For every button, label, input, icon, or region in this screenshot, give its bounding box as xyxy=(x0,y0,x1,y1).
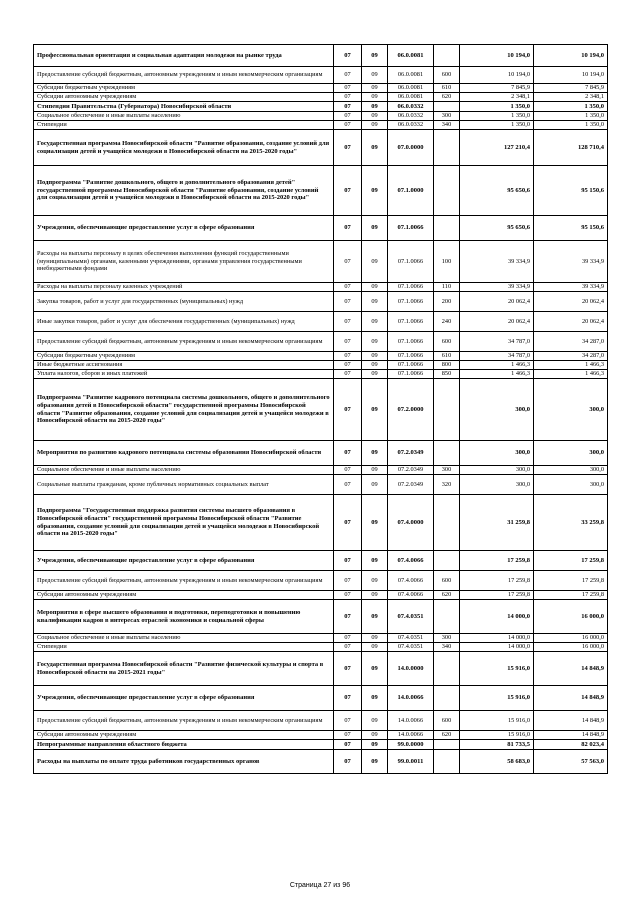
target-code-cell: 07.1.0066 xyxy=(388,370,434,379)
expense-type-cell xyxy=(434,379,460,441)
section-cell: 07 xyxy=(334,332,362,352)
subsection-cell: 09 xyxy=(362,130,388,166)
amount-year1-cell: 34 787,0 xyxy=(460,332,534,352)
subsection-cell: 09 xyxy=(362,370,388,379)
row-name-cell: Предоставление субсидий бюджетным, автономным учреждениям и иным некоммерческим организациям xyxy=(34,711,334,731)
table-row xyxy=(34,370,608,379)
row-name-cell: Учреждения, обеспечивающие предоставление услуг в сфере образования xyxy=(34,551,334,571)
subsection-cell: 09 xyxy=(362,634,388,643)
row-name-cell: Подпрограмма "Развитие дошкольного, общего и дополнительного образования детей" государственной программы Новосибирской области "Развитие образования, создание условий для социализации детей и учащейся молодежи в Новосибирской области на 2015-2020 годы" xyxy=(34,166,334,216)
section-cell: 07 xyxy=(334,370,362,379)
amount-year2-cell: 1 466,3 xyxy=(534,361,608,370)
amount-year1-cell: 1 350,0 xyxy=(460,112,534,121)
subsection-cell: 09 xyxy=(362,283,388,292)
target-code-cell: 07.4.0066 xyxy=(388,591,434,600)
expense-type-cell: 800 xyxy=(434,361,460,370)
subsection-cell: 09 xyxy=(362,379,388,441)
target-code-cell: 07.0.0000 xyxy=(388,130,434,166)
amount-year2-cell: 300,0 xyxy=(534,475,608,495)
amount-year2-cell: 17 259,8 xyxy=(534,551,608,571)
amount-year2-cell: 300,0 xyxy=(534,466,608,475)
amount-year2-cell: 34 287,0 xyxy=(534,332,608,352)
amount-year2-cell: 39 334,9 xyxy=(534,283,608,292)
amount-year2-cell: 16 000,0 xyxy=(534,643,608,652)
amount-year1-cell: 58 683,0 xyxy=(460,750,534,774)
subsection-cell: 09 xyxy=(362,740,388,750)
subsection-cell: 09 xyxy=(362,84,388,93)
expense-type-cell: 850 xyxy=(434,370,460,379)
target-code-cell: 06.0.0081 xyxy=(388,45,434,67)
target-code-cell: 99.0.0011 xyxy=(388,750,434,774)
section-cell: 07 xyxy=(334,312,362,332)
table-row xyxy=(34,361,608,370)
subsection-cell: 09 xyxy=(362,312,388,332)
expense-type-cell xyxy=(434,750,460,774)
amount-year2-cell: 14 848,9 xyxy=(534,731,608,740)
amount-year1-cell: 17 259,8 xyxy=(460,591,534,600)
table-row xyxy=(34,216,608,241)
row-name-cell: Субсидии автономным учреждениям xyxy=(34,731,334,740)
expense-type-cell: 240 xyxy=(434,312,460,332)
table-row xyxy=(34,312,608,332)
amount-year1-cell: 15 916,0 xyxy=(460,686,534,711)
amount-year2-cell: 57 563,0 xyxy=(534,750,608,774)
section-cell: 07 xyxy=(334,93,362,102)
table-row xyxy=(34,475,608,495)
table-row xyxy=(34,130,608,166)
subsection-cell: 09 xyxy=(362,67,388,84)
subsection-cell: 09 xyxy=(362,361,388,370)
subsection-cell: 09 xyxy=(362,216,388,241)
section-cell: 07 xyxy=(334,571,362,591)
table-row xyxy=(34,292,608,312)
amount-year2-cell: 34 287,0 xyxy=(534,352,608,361)
amount-year2-cell: 20 062,4 xyxy=(534,312,608,332)
row-name-cell: Стипендии xyxy=(34,121,334,130)
section-cell: 07 xyxy=(334,441,362,466)
table-row xyxy=(34,750,608,774)
amount-year1-cell: 300,0 xyxy=(460,379,534,441)
amount-year2-cell: 10 194,0 xyxy=(534,67,608,84)
section-cell: 07 xyxy=(334,495,362,551)
expense-type-cell xyxy=(434,45,460,67)
row-name-cell: Государственная программа Новосибирской области "Развитие физической культуры и спорта в Новосибирской области на 2015-2021 годы" xyxy=(34,652,334,686)
table-row xyxy=(34,241,608,283)
table-row xyxy=(34,112,608,121)
table-row xyxy=(34,332,608,352)
amount-year1-cell: 15 916,0 xyxy=(460,652,534,686)
table-row xyxy=(34,711,608,731)
row-name-cell: Субсидии автономным учреждениям xyxy=(34,591,334,600)
table-row xyxy=(34,166,608,216)
target-code-cell: 14.0.0066 xyxy=(388,711,434,731)
expense-type-cell: 110 xyxy=(434,283,460,292)
expense-type-cell xyxy=(434,495,460,551)
expense-type-cell: 600 xyxy=(434,711,460,731)
row-name-cell: Субсидии бюджетным учреждениям xyxy=(34,84,334,93)
row-name-cell: Учреждения, обеспечивающие предоставление услуг в сфере образования xyxy=(34,216,334,241)
table-row xyxy=(34,45,608,67)
section-cell: 07 xyxy=(334,361,362,370)
amount-year1-cell: 81 733,5 xyxy=(460,740,534,750)
expense-type-cell: 300 xyxy=(434,112,460,121)
amount-year2-cell: 300,0 xyxy=(534,379,608,441)
section-cell: 07 xyxy=(334,591,362,600)
amount-year1-cell: 39 334,9 xyxy=(460,241,534,283)
expense-type-cell: 620 xyxy=(434,93,460,102)
section-cell: 07 xyxy=(334,750,362,774)
subsection-cell: 09 xyxy=(362,352,388,361)
table-row xyxy=(34,466,608,475)
subsection-cell: 09 xyxy=(362,711,388,731)
subsection-cell: 09 xyxy=(362,750,388,774)
subsection-cell: 09 xyxy=(362,591,388,600)
amount-year1-cell: 15 916,0 xyxy=(460,731,534,740)
row-name-cell: Закупка товаров, работ и услуг для государственных (муниципальных) нужд xyxy=(34,292,334,312)
section-cell: 07 xyxy=(334,379,362,441)
amount-year2-cell: 1 350,0 xyxy=(534,112,608,121)
subsection-cell: 09 xyxy=(362,292,388,312)
expense-type-cell xyxy=(434,441,460,466)
target-code-cell: 07.1.0066 xyxy=(388,241,434,283)
target-code-cell: 06.0.0081 xyxy=(388,67,434,84)
table-row xyxy=(34,634,608,643)
table-row xyxy=(34,84,608,93)
subsection-cell: 09 xyxy=(362,571,388,591)
target-code-cell: 07.2.0349 xyxy=(388,466,434,475)
target-code-cell: 07.2.0000 xyxy=(388,379,434,441)
amount-year1-cell: 31 259,8 xyxy=(460,495,534,551)
row-name-cell: Субсидии автономным учреждениям xyxy=(34,93,334,102)
amount-year1-cell: 2 348,1 xyxy=(460,93,534,102)
table-row xyxy=(34,93,608,102)
amount-year2-cell: 95 150,6 xyxy=(534,166,608,216)
table-row xyxy=(34,379,608,441)
table-row xyxy=(34,652,608,686)
row-name-cell: Иные бюджетные ассигнования xyxy=(34,361,334,370)
subsection-cell: 09 xyxy=(362,241,388,283)
target-code-cell: 07.1.0066 xyxy=(388,361,434,370)
amount-year2-cell: 10 194,0 xyxy=(534,45,608,67)
table-row xyxy=(34,731,608,740)
expense-type-cell: 320 xyxy=(434,475,460,495)
row-name-cell: Учреждения, обеспечивающие предоставление услуг в сфере образования xyxy=(34,686,334,711)
row-name-cell: Расходы на выплаты персоналу в целях обеспечения выполнения функций государственными (муниципальными) органами, казенными учреждениями, органами управления государственными внебюджетными фондами xyxy=(34,241,334,283)
target-code-cell: 06.0.0081 xyxy=(388,84,434,93)
subsection-cell: 09 xyxy=(362,102,388,112)
expense-type-cell xyxy=(434,166,460,216)
amount-year1-cell: 34 787,0 xyxy=(460,352,534,361)
amount-year1-cell: 10 194,0 xyxy=(460,45,534,67)
amount-year1-cell: 14 000,0 xyxy=(460,643,534,652)
amount-year1-cell: 39 334,9 xyxy=(460,283,534,292)
section-cell: 07 xyxy=(334,551,362,571)
expense-type-cell: 600 xyxy=(434,332,460,352)
subsection-cell: 09 xyxy=(362,731,388,740)
expense-type-cell xyxy=(434,216,460,241)
target-code-cell: 99.0.0000 xyxy=(388,740,434,750)
row-name-cell: Социальные выплаты гражданам, кроме публичных нормативных социальных выплат xyxy=(34,475,334,495)
amount-year1-cell: 7 845,9 xyxy=(460,84,534,93)
expense-type-cell xyxy=(434,600,460,634)
section-cell: 07 xyxy=(334,45,362,67)
amount-year2-cell: 1 350,0 xyxy=(534,102,608,112)
expense-type-cell: 200 xyxy=(434,292,460,312)
amount-year1-cell: 300,0 xyxy=(460,475,534,495)
amount-year1-cell: 14 000,0 xyxy=(460,634,534,643)
expense-type-cell: 340 xyxy=(434,121,460,130)
row-name-cell: Мероприятия по развитию кадрового потенциала системы образования Новосибирской области xyxy=(34,441,334,466)
table-row xyxy=(34,102,608,112)
row-name-cell: Предоставление субсидий бюджетным, автономным учреждениям и иным некоммерческим организациям xyxy=(34,332,334,352)
table-row xyxy=(34,740,608,750)
table-row xyxy=(34,600,608,634)
amount-year1-cell: 10 194,0 xyxy=(460,67,534,84)
expense-type-cell: 600 xyxy=(434,571,460,591)
target-code-cell: 06.0.0332 xyxy=(388,112,434,121)
subsection-cell: 09 xyxy=(362,652,388,686)
amount-year2-cell: 1 350,0 xyxy=(534,121,608,130)
amount-year1-cell: 95 650,6 xyxy=(460,166,534,216)
section-cell: 07 xyxy=(334,686,362,711)
expense-type-cell xyxy=(434,102,460,112)
subsection-cell: 09 xyxy=(362,600,388,634)
subsection-cell: 09 xyxy=(362,441,388,466)
target-code-cell: 07.2.0349 xyxy=(388,441,434,466)
section-cell: 07 xyxy=(334,241,362,283)
section-cell: 07 xyxy=(334,216,362,241)
expense-type-cell: 610 xyxy=(434,84,460,93)
expense-type-cell xyxy=(434,686,460,711)
amount-year2-cell: 33 259,8 xyxy=(534,495,608,551)
subsection-cell: 09 xyxy=(362,332,388,352)
expense-type-cell xyxy=(434,130,460,166)
amount-year1-cell: 15 916,0 xyxy=(460,711,534,731)
section-cell: 07 xyxy=(334,466,362,475)
amount-year1-cell: 20 062,4 xyxy=(460,312,534,332)
section-cell: 07 xyxy=(334,112,362,121)
amount-year2-cell: 16 000,0 xyxy=(534,600,608,634)
row-name-cell: Социальное обеспечение и иные выплаты населению xyxy=(34,634,334,643)
row-name-cell: Субсидии бюджетным учреждениям xyxy=(34,352,334,361)
amount-year1-cell: 1 350,0 xyxy=(460,121,534,130)
target-code-cell: 06.0.0332 xyxy=(388,121,434,130)
section-cell: 07 xyxy=(334,166,362,216)
amount-year1-cell: 17 259,8 xyxy=(460,571,534,591)
subsection-cell: 09 xyxy=(362,466,388,475)
row-name-cell: Стипендии Правительства (Губернатора) Новосибирской области xyxy=(34,102,334,112)
amount-year2-cell: 39 334,9 xyxy=(534,241,608,283)
row-name-cell: Уплата налогов, сборов и иных платежей xyxy=(34,370,334,379)
target-code-cell: 07.1.0000 xyxy=(388,166,434,216)
row-name-cell: Социальное обеспечение и иные выплаты населению xyxy=(34,112,334,121)
amount-year2-cell: 2 348,1 xyxy=(534,93,608,102)
table-row xyxy=(34,67,608,84)
target-code-cell: 07.1.0066 xyxy=(388,283,434,292)
section-cell: 07 xyxy=(334,67,362,84)
table-row xyxy=(34,643,608,652)
expense-type-cell xyxy=(434,652,460,686)
section-cell: 07 xyxy=(334,740,362,750)
row-name-cell: Иные закупки товаров, работ и услуг для обеспечения государственных (муниципальных) нужд xyxy=(34,312,334,332)
section-cell: 07 xyxy=(334,84,362,93)
amount-year2-cell: 95 150,6 xyxy=(534,216,608,241)
row-name-cell: Расходы на выплаты персоналу казенных учреждений xyxy=(34,283,334,292)
target-code-cell: 14.0.0000 xyxy=(388,652,434,686)
amount-year2-cell: 20 062,4 xyxy=(534,292,608,312)
amount-year2-cell: 7 845,9 xyxy=(534,84,608,93)
expense-type-cell: 600 xyxy=(434,67,460,84)
expense-type-cell: 300 xyxy=(434,634,460,643)
row-name-cell: Расходы на выплаты по оплате труда работников государственных органов xyxy=(34,750,334,774)
amount-year1-cell: 14 000,0 xyxy=(460,600,534,634)
target-code-cell: 07.4.0351 xyxy=(388,600,434,634)
amount-year2-cell: 14 848,9 xyxy=(534,711,608,731)
target-code-cell: 06.0.0081 xyxy=(388,93,434,102)
expense-type-cell xyxy=(434,740,460,750)
amount-year1-cell: 127 210,4 xyxy=(460,130,534,166)
target-code-cell: 07.1.0066 xyxy=(388,332,434,352)
section-cell: 07 xyxy=(334,643,362,652)
budget-table xyxy=(33,44,608,774)
subsection-cell: 09 xyxy=(362,45,388,67)
target-code-cell: 14.0.0066 xyxy=(388,731,434,740)
expense-type-cell: 100 xyxy=(434,241,460,283)
page-footer: Страница 27 из 96 xyxy=(289,882,351,889)
row-name-cell: Профессиональная ориентация и социальная адаптация молодежи на рынке труда xyxy=(34,45,334,67)
table-row xyxy=(34,121,608,130)
target-code-cell: 07.1.0066 xyxy=(388,216,434,241)
section-cell: 07 xyxy=(334,600,362,634)
amount-year2-cell: 17 259,8 xyxy=(534,571,608,591)
target-code-cell: 07.4.0351 xyxy=(388,634,434,643)
amount-year2-cell: 14 848,9 xyxy=(534,652,608,686)
row-name-cell: Подпрограмма "Развитие кадрового потенциала системы дошкольного, общего и дополнительного образования детей в Новосибирской области" государственной программы Новосибирской области "Развитие образования, создание условий для социализации детей и учащейся молодежи в Новосибирской области на 2015-2020 годы" xyxy=(34,379,334,441)
table-row xyxy=(34,571,608,591)
amount-year1-cell: 1 466,3 xyxy=(460,370,534,379)
expense-type-cell: 340 xyxy=(434,643,460,652)
table-row xyxy=(34,283,608,292)
target-code-cell: 14.0.0066 xyxy=(388,686,434,711)
target-code-cell: 07.4.0351 xyxy=(388,643,434,652)
table-row xyxy=(34,441,608,466)
row-name-cell: Государственная программа Новосибирской области "Развитие образования, создание условий для социализации детей и учащейся молодежи в Новосибирской области на 2015-2020 годы" xyxy=(34,130,334,166)
target-code-cell: 07.4.0066 xyxy=(388,551,434,571)
section-cell: 07 xyxy=(334,283,362,292)
expense-type-cell xyxy=(434,551,460,571)
row-name-cell: Непрограммные направления областного бюджета xyxy=(34,740,334,750)
amount-year1-cell: 17 259,8 xyxy=(460,551,534,571)
section-cell: 07 xyxy=(334,121,362,130)
amount-year2-cell: 17 259,8 xyxy=(534,591,608,600)
expense-type-cell: 610 xyxy=(434,352,460,361)
section-cell: 07 xyxy=(334,352,362,361)
amount-year1-cell: 1 466,3 xyxy=(460,361,534,370)
section-cell: 07 xyxy=(334,130,362,166)
expense-type-cell: 620 xyxy=(434,731,460,740)
amount-year1-cell: 300,0 xyxy=(460,441,534,466)
section-cell: 07 xyxy=(334,731,362,740)
amount-year2-cell: 82 023,4 xyxy=(534,740,608,750)
amount-year1-cell: 95 650,6 xyxy=(460,216,534,241)
subsection-cell: 09 xyxy=(362,475,388,495)
row-name-cell: Социальное обеспечение и иные выплаты населению xyxy=(34,466,334,475)
section-cell: 07 xyxy=(334,292,362,312)
target-code-cell: 06.0.0332 xyxy=(388,102,434,112)
table-row xyxy=(34,352,608,361)
section-cell: 07 xyxy=(334,634,362,643)
subsection-cell: 09 xyxy=(362,551,388,571)
amount-year1-cell: 300,0 xyxy=(460,466,534,475)
subsection-cell: 09 xyxy=(362,93,388,102)
target-code-cell: 07.1.0066 xyxy=(388,352,434,361)
amount-year2-cell: 16 000,0 xyxy=(534,634,608,643)
target-code-cell: 07.1.0066 xyxy=(388,312,434,332)
table-row xyxy=(34,591,608,600)
row-name-cell: Предоставление субсидий бюджетным, автономным учреждениям и иным некоммерческим организациям xyxy=(34,571,334,591)
section-cell: 07 xyxy=(334,652,362,686)
subsection-cell: 09 xyxy=(362,121,388,130)
expense-type-cell: 620 xyxy=(434,591,460,600)
table-row xyxy=(34,686,608,711)
table-row xyxy=(34,551,608,571)
expense-type-cell: 300 xyxy=(434,466,460,475)
target-code-cell: 07.4.0066 xyxy=(388,571,434,591)
row-name-cell: Мероприятия в сфере высшего образования и подготовки, переподготовки и повышению квалификации кадров в интересах отраслей экономики и социальной сферы xyxy=(34,600,334,634)
section-cell: 07 xyxy=(334,102,362,112)
target-code-cell: 07.4.0000 xyxy=(388,495,434,551)
section-cell: 07 xyxy=(334,475,362,495)
subsection-cell: 09 xyxy=(362,166,388,216)
subsection-cell: 09 xyxy=(362,112,388,121)
row-name-cell: Стипендии xyxy=(34,643,334,652)
amount-year1-cell: 1 350,0 xyxy=(460,102,534,112)
amount-year2-cell: 128 710,4 xyxy=(534,130,608,166)
subsection-cell: 09 xyxy=(362,686,388,711)
amount-year2-cell: 300,0 xyxy=(534,441,608,466)
subsection-cell: 09 xyxy=(362,643,388,652)
target-code-cell: 07.2.0349 xyxy=(388,475,434,495)
row-name-cell: Подпрограмма "Государственная поддержка развития системы высшего образования в Новосибирской области" государственной программы Новосибирской области "Развитие образования, создание условий для социализации детей и учащейся молодежи в Новосибирской области на 2015-2020 годы" xyxy=(34,495,334,551)
amount-year1-cell: 20 062,4 xyxy=(460,292,534,312)
target-code-cell: 07.1.0066 xyxy=(388,292,434,312)
subsection-cell: 09 xyxy=(362,495,388,551)
section-cell: 07 xyxy=(334,711,362,731)
row-name-cell: Предоставление субсидий бюджетным, автономным учреждениям и иным некоммерческим организациям xyxy=(34,67,334,84)
amount-year2-cell: 1 466,3 xyxy=(534,370,608,379)
amount-year2-cell: 14 848,9 xyxy=(534,686,608,711)
table-row xyxy=(34,495,608,551)
